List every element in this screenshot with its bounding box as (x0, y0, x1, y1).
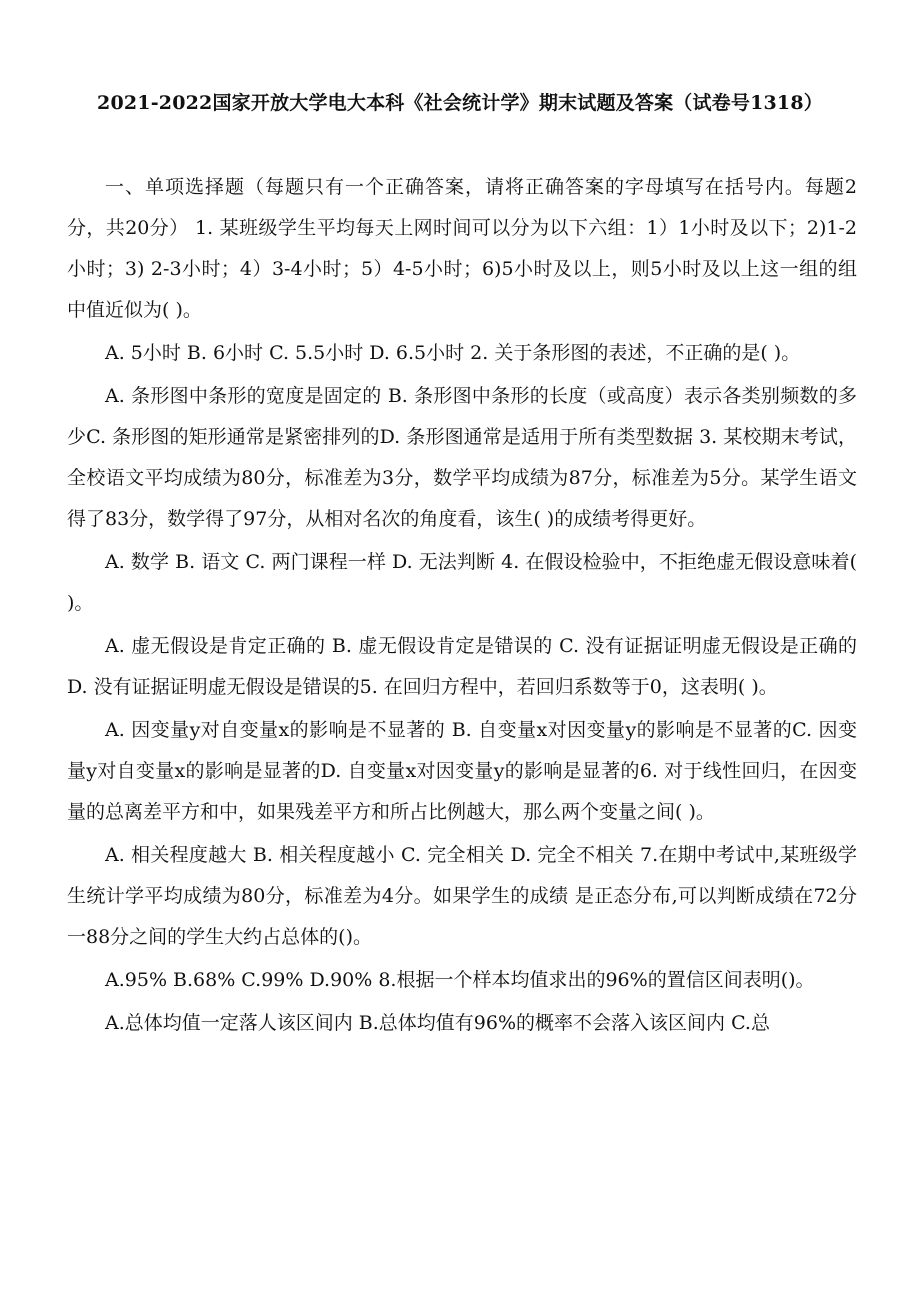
paragraph-q1-options-q2: A. 5小时 B. 6小时 C. 5.5小时 D. 6.5小时 2. 关于条形图的表述，不正确的是( )。 (105, 342, 801, 364)
paragraph-q3-options-q4: A. 数学 B. 语文 C. 两门课程一样 D. 无法判断 4. 在假设检验中，不拒绝虚无假设意味着( )。 (67, 551, 857, 614)
paragraph-q5-options-q6: A. 因变量y对自变量x的影响是不显著的 B. 自变量x对因变量y的影响是不显著的C. 因变量y对自变量x的影响是显著的D. 自变量x对因变量y的影响是显著的6. 对于线性回归，在因变量的总离差平方和中，如果残差平方和所占比例越大，那么两个变量之间( )。 (67, 719, 857, 823)
paragraph-section-intro-q1: 一、单项选择题（每题只有一个正确答案，请将正确答案的字母填写在括号内。每题2分，共20分） 1. 某班级学生平均每天上网时间可以分为以下六组：1）1小时及以下；2)1-2小时；3) 2-3小时；4）3-4小时；5）4-5小时；6)5小时及以上，则5小时及以上这一组的组中值近似为( )。 (67, 176, 857, 321)
paragraph-q6-options-q7: A. 相关程度越大 B. 相关程度越小 C. 完全相关 D. 完全不相关 7.在期中考试中,某班级学生统计学平均成绩为80分，标准差为4分。如果学生的成绩 是正态分布,可以判断成绩在72分一88分之间的学生大约占总体的()。 (67, 844, 857, 948)
paragraph-q2-options-q3: A. 条形图中条形的宽度是固定的 B. 条形图中条形的长度（或高度）表示各类别频数的多少C. 条形图的矩形通常是紧密排列的D. 条形图通常是适用于所有类型数据 3. 某校期末考试，全校语文平均成绩为80分，标准差为3分，数学平均成绩为87分，标准差为5分。某学生语文得了83分，数学得了97分，从相对名次的角度看，该生( )的成绩考得更好。 (67, 385, 857, 530)
paragraph-q7-options-q8: A.95% B.68% C.99% D.90% 8.根据一个样本均值求出的96%的置信区间表明()。 (105, 969, 815, 991)
document-body (67, 167, 857, 1046)
document-title: 2021-2022国家开放大学电大本科《社会统计学》期末试题及答案（试卷号1318） (97, 92, 823, 114)
paragraph-q4-options-q5: A. 虚无假设是肯定正确的 B. 虚无假设肯定是错误的 C. 没有证据证明虚无假设是正确的D. 没有证据证明虚无假设是错误的5. 在回归方程中，若回归系数等于0，这表明( )。 (67, 635, 857, 698)
paragraph-q8-options: A.总体均值一定落人该区间内 B.总体均值有96%的概率不会落入该区间内 C.总 (105, 1012, 770, 1034)
